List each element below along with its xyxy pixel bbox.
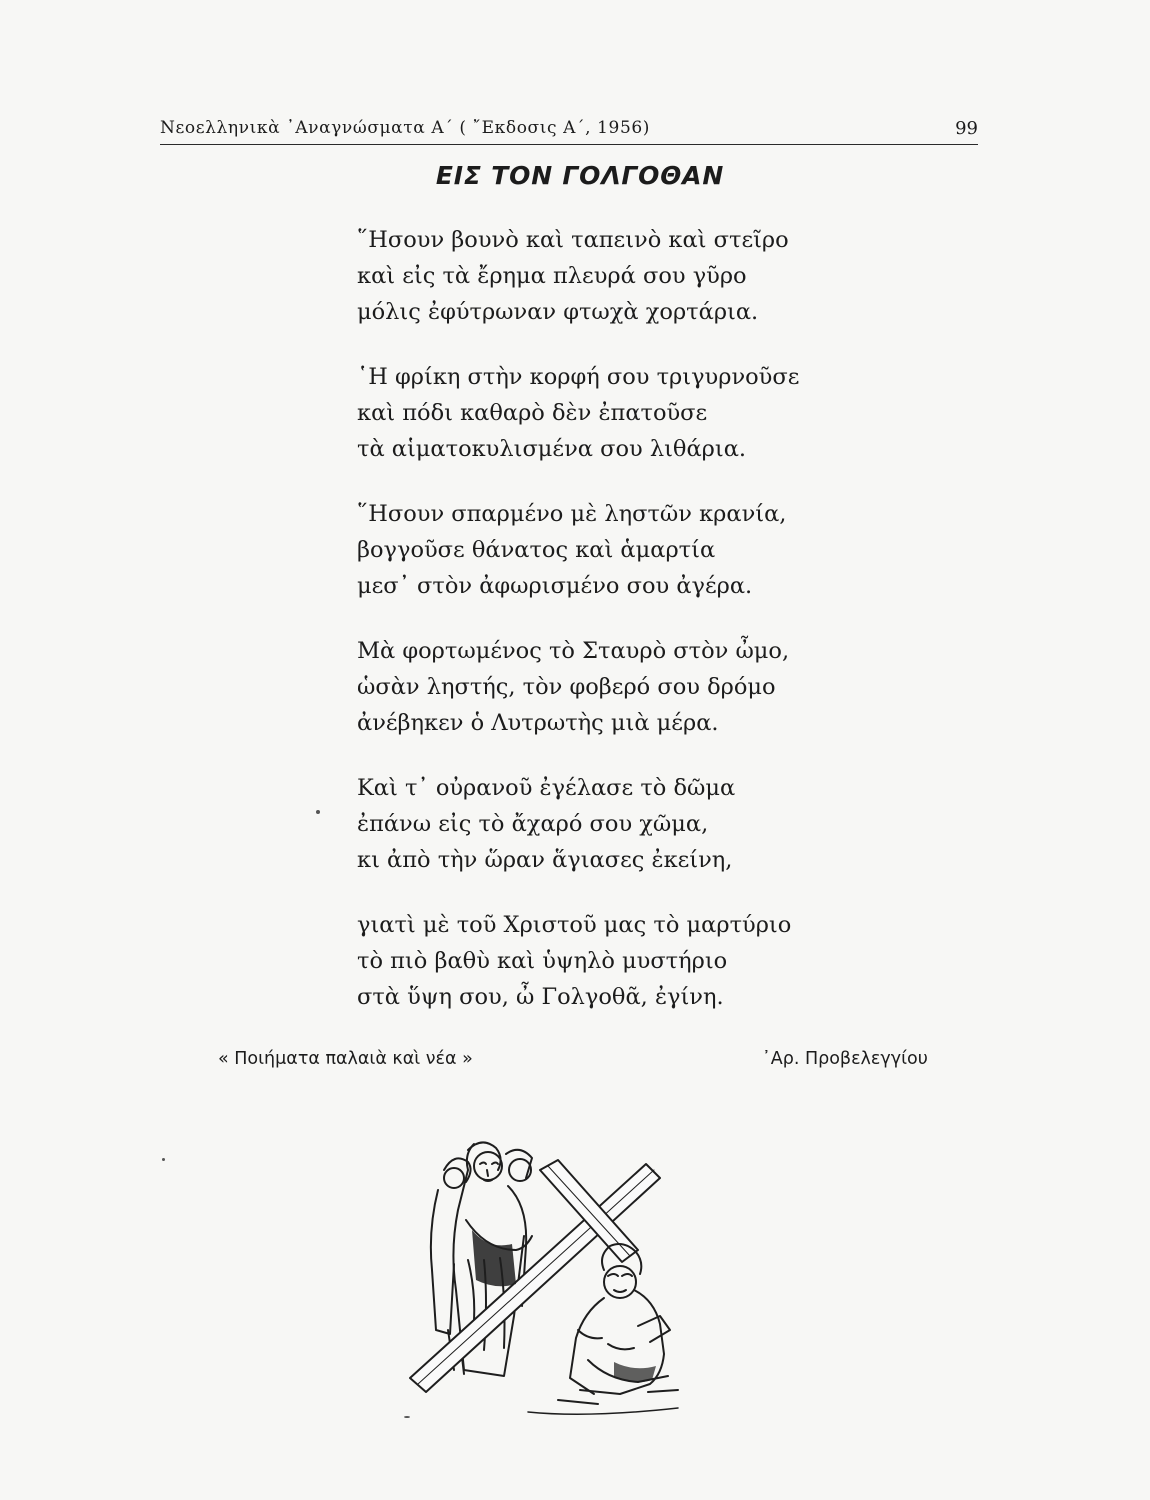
stanza [357, 770, 917, 878]
poem-title: ΕΙΣ ΤΟΝ ΓΟΛΓΟΘΑΝ [435, 161, 725, 190]
poem-line: τὰ αἱματοκυλισμένα σου λιθάρια. [357, 436, 747, 462]
poem-line: ἐπάνω εἰς τὸ ἄχαρό σου χῶμα, [357, 811, 709, 837]
ink-speck [162, 1158, 165, 1161]
author-name: ᾿Αρ. Προβελεγγίου [762, 1049, 928, 1069]
poem-line: στὰ ὕψη σου, ὦ Γολγοθᾶ, ἐγίνη. [357, 984, 724, 1010]
ink-speck [316, 810, 320, 814]
poem-line: μόλις ἐφύτρωναν φτωχὰ χορτάρια. [357, 299, 759, 325]
stanza [357, 359, 917, 467]
christ-carrying-cross-icon [408, 1130, 708, 1420]
ink-speck [404, 1416, 410, 1418]
poem-body [357, 222, 917, 1044]
stanza [357, 222, 917, 330]
poem-line: βογγοῦσε θάνατος καὶ ἁμαρτία [357, 537, 716, 563]
poem-line: κι ἀπὸ τὴν ὥραν ἅγιασες ἐκείνη, [357, 847, 733, 873]
poem-line: ἀνέβηκεν ὁ Λυτρωτὴς μιὰ μέρα. [357, 710, 719, 736]
poem-line: ῾Η φρίκη στὴν κορφή σου τριγυρνοῦσε [357, 364, 800, 390]
stanza [357, 496, 917, 604]
poem-line: Καὶ τ᾽ οὐρανοῦ ἐγέλασε τὸ δῶμα [357, 775, 736, 801]
poem-line: Μὰ φορτωμένος τὸ Σταυρὸ στὸν ὦμο, [357, 638, 790, 664]
page-number: 99 [955, 118, 978, 139]
running-title: Νεοελληνικὰ ᾿Αναγνώσματα Α΄ ( ῎Εκδοσις Α΄, 1956) [160, 118, 651, 138]
poem-line: ὡσὰν ληστής, τὸν φοβερό σου δρόμο [357, 674, 776, 700]
poem-line: καὶ πόδι καθαρὸ δὲν ἐπατοῦσε [357, 400, 708, 426]
stanza [357, 907, 917, 1015]
page-header [160, 114, 978, 145]
poem-line: μεσ᾽ στὸν ἀφωρισμένο σου ἀγέρα. [357, 573, 753, 599]
poem-line: καὶ εἰς τὰ ἔρημα πλευρά σου γῦρο [357, 263, 747, 289]
poem-line: ῞Ησουν βουνὸ καὶ ταπεινὸ καὶ στεῖρο [357, 227, 789, 253]
stanza [357, 633, 917, 741]
source-citation: « Ποιήματα παλαιὰ καὶ νέα » [218, 1049, 473, 1069]
poem-line: ῞Ησουν σπαρμένο μὲ ληστῶν κρανία, [357, 501, 787, 527]
poem-line: τὸ πιὸ βαθὺ καὶ ὑψηλὸ μυστήριο [357, 948, 728, 974]
poem-line: γιατὶ μὲ τοῦ Χριστοῦ μας τὸ μαρτύριο [357, 912, 792, 938]
